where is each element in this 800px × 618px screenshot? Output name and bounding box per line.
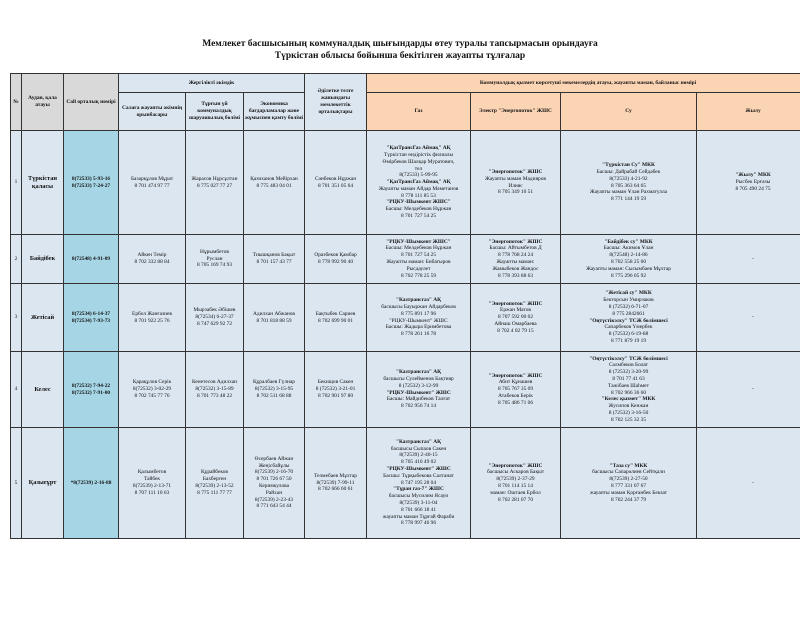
electric-line: "Энергопоток" ЖШС bbox=[488, 238, 543, 245]
housing-line: 8(72534) 6-27-37 bbox=[195, 314, 234, 321]
row-number: 5 bbox=[11, 428, 22, 539]
water-line: Тажібаев Шаһмет bbox=[608, 382, 649, 389]
gas-line: тел bbox=[414, 165, 423, 172]
gas-line: Жауапты маман Айдар Мәметанов bbox=[378, 185, 459, 192]
electric-line: 8 705 767 35 09 bbox=[497, 386, 534, 393]
water-line: Жусипов Кенжан bbox=[608, 403, 649, 410]
economy-line: 8(72532) 3-15-95 bbox=[254, 386, 294, 393]
call-line: 8(72533) 7-24-27 bbox=[71, 182, 111, 189]
call-line: *8(72539) 2-16-88 bbox=[70, 479, 112, 486]
public-center-contact bbox=[305, 235, 367, 284]
gas-line: 8 701 666 18 41 bbox=[400, 506, 437, 513]
center-line: 8 702 666 60 61 bbox=[317, 486, 354, 493]
water-line: "Келес қызмет" МКК bbox=[601, 396, 656, 403]
header-electric: Электр "Энергопоток" ЖШС bbox=[471, 93, 561, 131]
housing-line: Нұрымбетов bbox=[200, 248, 229, 255]
gas-line: Басшы: Мелдебеков Нұржан bbox=[385, 245, 452, 252]
akim-line: 8(72539) 2-13-71 bbox=[132, 483, 172, 489]
table-row bbox=[11, 235, 800, 284]
housing-line: 8 701 773 48 22 bbox=[196, 392, 233, 399]
electric-line: Жамыбеков Жандос bbox=[492, 265, 539, 272]
gas-line: 8 (72532) 3-12-99 bbox=[398, 382, 439, 389]
document-subtitle: Түркістан облысы бойынша бекітілген жауапты тұлғалар bbox=[274, 51, 526, 61]
electric-line: Жауапты маман Мадияров bbox=[485, 175, 546, 182]
water-line: 8 (72532) 6-71-07 bbox=[608, 303, 649, 310]
gas-line: Басшы: Жадыра Еримбетова bbox=[385, 324, 452, 331]
gas-line: Жауапты маман: Бибатыров bbox=[386, 259, 451, 265]
gas-line: 8(72539) 3-11-04 bbox=[399, 499, 438, 506]
electric-line: маман: Оштаев Ербол bbox=[490, 489, 541, 496]
header-call: Call орталық нөмірі bbox=[64, 74, 119, 131]
electric-line: 8(72539) 2-37-29 bbox=[496, 476, 535, 483]
housing-line: Мырзабек Әбішев bbox=[193, 307, 236, 314]
akim-line: 8 707 111 10 63 bbox=[134, 489, 170, 496]
economy-line: 8 775 483 04 01 bbox=[256, 182, 292, 189]
economy-line: 8 771 643 54 44 bbox=[256, 503, 292, 510]
akim-line: 8 701 474 97 77 bbox=[134, 182, 170, 189]
economy-line: Адилхан Абжанов bbox=[253, 310, 295, 317]
economy-dept-contact bbox=[244, 131, 305, 235]
economy-line: 8 701 818 88 59 bbox=[256, 317, 292, 324]
row-number: 1 bbox=[11, 131, 22, 235]
heat-line: - bbox=[752, 479, 754, 486]
header-heat: Жылу bbox=[697, 93, 800, 131]
gas-line: 8(72533) 5-99-95 bbox=[399, 172, 438, 179]
gas-line: "РЦКУ-Шымкент ЖШС" bbox=[386, 238, 451, 245]
gas-line: Рысдаулет bbox=[406, 265, 431, 272]
water-line: 8 701 77 41 63 bbox=[612, 375, 645, 382]
electric-line: Илияс bbox=[508, 182, 523, 189]
electric-line: Ержан Матов bbox=[500, 307, 531, 314]
heat-line: - bbox=[752, 314, 754, 321]
gas-line: басшысы Мусилим Ясауи bbox=[388, 493, 449, 500]
electric-line: 8 702 281 07 70 bbox=[497, 496, 534, 503]
row-number: 2 bbox=[11, 235, 22, 284]
gas-line: 8 778 261 16 78 bbox=[400, 331, 437, 338]
table-row bbox=[11, 284, 800, 352]
electric-line: 8 702 4 02 79 15 bbox=[497, 327, 534, 334]
electric-line: 8 705 486 71 06 bbox=[497, 399, 534, 406]
economy-line: 8(72539) 2-16-70 bbox=[254, 469, 294, 476]
gas-line: "Тұран газ-7" ЖШС bbox=[393, 486, 444, 493]
housing-line: 8 775 111 77 77 bbox=[197, 489, 232, 496]
district-name: Қазығұрт bbox=[22, 428, 64, 539]
public-center-contact bbox=[305, 352, 367, 428]
water-line: "Түркістан Су" МКК bbox=[602, 162, 655, 169]
gas-provider-contact bbox=[367, 352, 471, 428]
row-number: 4 bbox=[11, 352, 22, 428]
responsible-persons-table bbox=[10, 73, 800, 539]
center-line: 8 702 699 90 01 bbox=[317, 317, 354, 324]
gas-provider-contact bbox=[367, 131, 471, 235]
electric-line: "Энергопоток" ЖШС bbox=[488, 168, 543, 175]
economy-line: Керимкулова bbox=[258, 483, 290, 489]
water-line: "Таза су" МКК bbox=[609, 462, 648, 469]
electric-line: "Энергопоток" ЖШС bbox=[488, 300, 543, 307]
gas-line: жауапты маман Тұрғай Фараби bbox=[382, 513, 455, 520]
water-line: Жауапты маман Ұлан Рахматулла bbox=[589, 189, 668, 196]
water-line: 8 702 125 32 35 bbox=[610, 416, 647, 423]
gas-line: 8 705 410 49 02 bbox=[400, 459, 437, 466]
akim-line: Ербол Жанғазиев bbox=[132, 310, 172, 317]
gas-line: басшысы Сулейменов Бақтияр bbox=[383, 375, 454, 382]
gas-line: 8 775 891 17 96 bbox=[400, 310, 437, 317]
center-line: Бақтыбек Сариев bbox=[315, 310, 356, 317]
call-line: 8(72534) 6-14-37 bbox=[71, 310, 111, 317]
economy-line: Қазиханов Мейірхан bbox=[250, 175, 298, 182]
electric-provider-contact bbox=[471, 352, 561, 428]
akim-line: Қалымбетов bbox=[137, 469, 167, 476]
district-name: Жетісай bbox=[22, 284, 64, 352]
housing-line: Құрайбеков bbox=[201, 469, 228, 476]
economy-dept-contact bbox=[244, 284, 305, 352]
housing-dept-contact bbox=[186, 428, 244, 539]
housing-line: Руслан bbox=[206, 255, 223, 262]
gas-provider-contact bbox=[367, 428, 471, 539]
heat-line: 8 705 490 24 75 bbox=[735, 185, 771, 192]
water-line: 8 702 558 25 00 bbox=[610, 259, 647, 265]
gas-provider-contact bbox=[367, 235, 471, 284]
water-line: жауапты маман Қорғанбек Бекзат bbox=[589, 489, 668, 496]
heat-provider-contact bbox=[697, 131, 800, 235]
economy-line: Құралбаев Гүлнар bbox=[252, 379, 295, 386]
water-line: 8(72533) 4-21-92 bbox=[609, 175, 648, 182]
water-line: 8 777 331 07 67 bbox=[610, 483, 647, 489]
akim-line: 8 702 332 88 84 bbox=[134, 259, 170, 265]
water-line: басшысы Сапарәлиев Сейтқали bbox=[592, 469, 665, 476]
electric-line: 8 707 592 00 02 bbox=[497, 314, 534, 321]
gas-line: 8 778 111 85 53 bbox=[401, 192, 436, 199]
akim-line: Айкен Темір bbox=[137, 252, 167, 259]
header-local-gov: Жергілікті әкімдік bbox=[119, 74, 305, 93]
water-line: 8(72548) 2-14-86 bbox=[609, 252, 648, 259]
water-line: Сәлмбеков Болат bbox=[608, 362, 649, 369]
economy-line: Жеңісбайұлы bbox=[258, 462, 290, 469]
call-line: 8(72532) 7-94-22 bbox=[71, 382, 111, 389]
electric-line: Айнаш Омарбаева bbox=[494, 320, 537, 327]
water-provider-contact bbox=[561, 131, 697, 235]
housing-line: 8(72532) 3-15-89 bbox=[195, 386, 234, 393]
center-line: 8 (72532) 3-21-01 bbox=[315, 386, 356, 393]
heat-provider-contact bbox=[697, 428, 800, 539]
gas-line: "РЦКУ-Шымкент" ЖШС bbox=[386, 466, 451, 472]
heat-line: - bbox=[752, 255, 754, 262]
akim-line: 8(72532) 3-02-29 bbox=[132, 386, 172, 393]
deputy-akim-contact bbox=[119, 131, 186, 235]
deputy-akim-contact bbox=[119, 428, 186, 539]
electric-line: "Энергопоток" ЖШС bbox=[488, 462, 543, 469]
water-line: 8 702 244 37 79 bbox=[610, 496, 647, 503]
center-line: 8 701 351 05 64 bbox=[317, 182, 354, 189]
row-number: 3 bbox=[11, 284, 22, 352]
akim-line: 8 701 922 25 76 bbox=[134, 317, 170, 324]
economy-line: Райхан bbox=[265, 489, 283, 496]
economy-line: Тиышқанов Бақыт bbox=[252, 252, 296, 259]
electric-line: "Энергопоток" ЖШС bbox=[488, 372, 543, 379]
housing-line: 8 775 027 77 27 bbox=[196, 182, 233, 189]
gas-line: "РЦКУ-Шымкент ЖШС" bbox=[386, 199, 451, 206]
call-line: 8(72548) 4-91-09 bbox=[71, 255, 111, 262]
water-line: "Оңтүстікэлсу" ТСЖ бөлімшесі bbox=[589, 317, 668, 324]
water-line: 8 (72532) 6-19-88 bbox=[608, 331, 649, 338]
gas-line: 8 702 956 74 14 bbox=[400, 403, 437, 410]
center-line: Оразбеков Қамбар bbox=[314, 252, 357, 259]
center-line: 8(72539) 7-99-11 bbox=[316, 479, 355, 486]
water-line: Жауапты маман: Сысымбаев Мұхтар bbox=[586, 265, 671, 272]
table-row bbox=[11, 352, 800, 428]
heat-line: - bbox=[752, 386, 754, 393]
call-center-number bbox=[64, 284, 119, 352]
public-center-contact bbox=[305, 428, 367, 539]
electric-provider-contact bbox=[471, 131, 561, 235]
header-business: Экономика бағдарламалар және жұмыспен қамту бөлімі bbox=[244, 93, 305, 131]
gas-line: Өмірбеков Шалқар Муратович, bbox=[382, 158, 455, 165]
water-line: "Байдібек су" МКК bbox=[604, 238, 653, 245]
gas-line: Басшы: Майдибеков Талғат bbox=[386, 396, 451, 403]
public-center-contact bbox=[305, 284, 367, 352]
electric-line: 8 778 393 88 63 bbox=[497, 272, 534, 279]
heat-line: "Жылу" МКК bbox=[735, 172, 771, 179]
gas-line: "РЦКУ-Шымкент" ЖШС bbox=[386, 389, 451, 396]
water-provider-contact bbox=[561, 284, 697, 352]
economy-dept-contact bbox=[244, 235, 305, 284]
table-body bbox=[11, 131, 800, 539]
gas-line: "Казтрансгаз" АҚ bbox=[395, 369, 442, 376]
gas-line: басшысы Сыпаов Сакен bbox=[390, 445, 447, 452]
water-line: Басшы: Акимов Ұлан bbox=[603, 245, 654, 252]
gas-line: "Казтрансгаз" АҚ bbox=[395, 438, 442, 445]
call-center-number bbox=[64, 428, 119, 539]
water-line: "Жетісай су" МКК bbox=[605, 290, 652, 297]
deputy-akim-contact bbox=[119, 235, 186, 284]
gas-line: 8 702 778 25 59 bbox=[400, 272, 437, 279]
header-num: № bbox=[11, 74, 22, 131]
call-line: 8(72532) 7-91-00 bbox=[71, 389, 111, 396]
housing-line: 8(72539) 2-13-52 bbox=[195, 483, 234, 489]
economy-line: 8 701 726 67 50 bbox=[256, 476, 292, 483]
economy-line: Өсербаев Айжан bbox=[254, 455, 294, 462]
header-district: Аудан, қала атауы bbox=[22, 74, 64, 131]
call-center-number bbox=[64, 352, 119, 428]
water-line: 8 (72532) 3-16-50 bbox=[608, 409, 649, 416]
electric-provider-contact bbox=[471, 235, 561, 284]
housing-dept-contact bbox=[186, 131, 244, 235]
header-utilities: Коммуналдық қызмет көрсетуші мекемелердің атауы, жауапты маман, байланыс нөмірі bbox=[367, 74, 800, 93]
heat-provider-contact bbox=[697, 284, 800, 352]
table-row bbox=[11, 428, 800, 539]
housing-dept-contact bbox=[186, 284, 244, 352]
water-line: 8 771 879 19 19 bbox=[610, 337, 647, 344]
electric-line: Жауапты маман: bbox=[496, 259, 535, 265]
electric-line: 8 778 768 24 24 bbox=[497, 252, 534, 259]
gas-line: 8 778 997 46 96 bbox=[400, 520, 437, 527]
header-akim: Салаға жауапты әкімнің орынбасары bbox=[119, 93, 186, 131]
akim-line: Қарақұлов Серік bbox=[132, 379, 172, 386]
gas-line: 8 747 195 28 04 bbox=[400, 479, 437, 486]
electric-line: Абит Құнашев bbox=[498, 379, 533, 386]
header-water: Су bbox=[561, 93, 697, 131]
call-center-number bbox=[64, 235, 119, 284]
akim-line: 8 702 745 77 76 bbox=[134, 392, 170, 399]
water-line: 8 (72532) 3-20-99 bbox=[608, 369, 649, 376]
center-line: 8 778 992 90 40 bbox=[317, 259, 354, 265]
water-line: 8(72539) 2-27-50 bbox=[609, 476, 648, 483]
economy-line: 8 701 157 43 77 bbox=[256, 259, 292, 265]
header-gas: Газ bbox=[367, 93, 471, 131]
header-zone: Әділетке телге жанындағы мемлекеттік орталықтары bbox=[305, 74, 367, 131]
district-name: Байдібек bbox=[22, 235, 64, 284]
akim-line: Тайбек bbox=[143, 476, 161, 483]
public-center-contact bbox=[305, 131, 367, 235]
water-line: Басшы: Дайрабай Сейдәбек bbox=[596, 168, 661, 175]
header-housing: Тұрғын үй коммуналдық шаруашылық бөлімі bbox=[186, 93, 244, 131]
gas-line: Түркістан өндірістік филиалы bbox=[383, 151, 454, 158]
gas-line: "Казтрансгаз" АҚ bbox=[395, 297, 442, 304]
call-line: 8(72533) 5-93-16 bbox=[71, 175, 111, 182]
water-line: 8 775 296 05 92 bbox=[610, 272, 647, 279]
gas-line: "РЦКУ-Шымкент" ЖШС bbox=[389, 317, 448, 324]
gas-line: 8 701 727 54 25 bbox=[400, 252, 437, 259]
housing-line: 8 747 629 92 72 bbox=[196, 320, 233, 327]
electric-line: Басшы: Айтымбетов Д bbox=[489, 245, 542, 252]
document-title: Мемлекет басшысының коммуналдық шығындарды өтеу туралы тапсырмасын орындауға bbox=[202, 39, 598, 49]
center-line: Сәнбеков Нұржан bbox=[314, 175, 357, 182]
water-line: 8 775 2842661 bbox=[612, 310, 645, 317]
district-name: Келес bbox=[22, 352, 64, 428]
housing-dept-contact bbox=[186, 235, 244, 284]
gas-provider-contact bbox=[367, 284, 471, 352]
water-line: 8 702 966 36 60 bbox=[610, 389, 647, 396]
heat-provider-contact bbox=[697, 352, 800, 428]
water-line: Сапарбеков Үмербек bbox=[604, 324, 653, 331]
economy-line: 8 702 511 68 88 bbox=[256, 392, 292, 399]
water-line: 8 771 144 19 59 bbox=[610, 196, 647, 203]
economy-dept-contact bbox=[244, 428, 305, 539]
water-provider-contact bbox=[561, 352, 697, 428]
gas-line: 8 701 727 54 25 bbox=[400, 213, 437, 220]
electric-line: басшысы Аскаров Бақыт bbox=[486, 469, 545, 476]
economy-line: 8(72539) 2-23-43 bbox=[254, 496, 294, 503]
water-line: 8 705 363 64 65 bbox=[610, 182, 647, 189]
electric-line: 8 705 349 10 51 bbox=[497, 189, 534, 196]
housing-line: Бахберген bbox=[202, 476, 227, 483]
housing-line: Жарасов Нұрсұлтан bbox=[191, 175, 238, 182]
gas-line: 8(72539) 2-40-15 bbox=[399, 452, 438, 459]
water-line: Бекторсын Умирзаков bbox=[603, 297, 654, 304]
center-line: 8 702 901 97 80 bbox=[317, 392, 354, 399]
gas-line: басшысы Бауыржан Айдарбеков bbox=[381, 303, 456, 310]
akim-line: Базарқұлов Мұрат bbox=[130, 175, 174, 182]
heat-provider-contact bbox=[697, 235, 800, 284]
center-line: Бекищов Сакен bbox=[317, 379, 354, 386]
electric-provider-contact bbox=[471, 428, 561, 539]
housing-line: Кенетесов Адилхан bbox=[191, 379, 238, 386]
housing-line: 8 705 169 74 93 bbox=[196, 262, 233, 269]
deputy-akim-contact bbox=[119, 284, 186, 352]
water-line: "Оңтүстікэлсу" ТСЖ бөлімшесі bbox=[589, 355, 668, 362]
economy-dept-contact bbox=[244, 352, 305, 428]
electric-line: Атабеков Берік bbox=[498, 392, 533, 399]
table-row bbox=[11, 131, 800, 235]
call-center-number bbox=[64, 131, 119, 235]
gas-line: Басшы: Тұрқыбекова Салтанат bbox=[383, 472, 454, 479]
heat-line: Рысбек Ерғазы bbox=[735, 179, 771, 186]
gas-line: "ҚазТрансГаз Аймақ" АҚ bbox=[386, 145, 451, 152]
water-provider-contact bbox=[561, 428, 697, 539]
electric-line: 8 701 114 15 14 bbox=[498, 483, 533, 489]
call-line: 8(72534) 7-93-73 bbox=[71, 317, 111, 324]
housing-dept-contact bbox=[186, 352, 244, 428]
electric-provider-contact bbox=[471, 284, 561, 352]
gas-line: Басшы: Мелдебеков Нұржан bbox=[385, 206, 452, 213]
deputy-akim-contact bbox=[119, 352, 186, 428]
gas-line: "ҚазТрансГаз Аймақ" АҚ bbox=[386, 179, 451, 186]
district-name: Түркістан қаласы bbox=[22, 131, 64, 235]
center-line: Телмебаев Мұхтар bbox=[314, 472, 357, 479]
water-provider-contact bbox=[561, 235, 697, 284]
